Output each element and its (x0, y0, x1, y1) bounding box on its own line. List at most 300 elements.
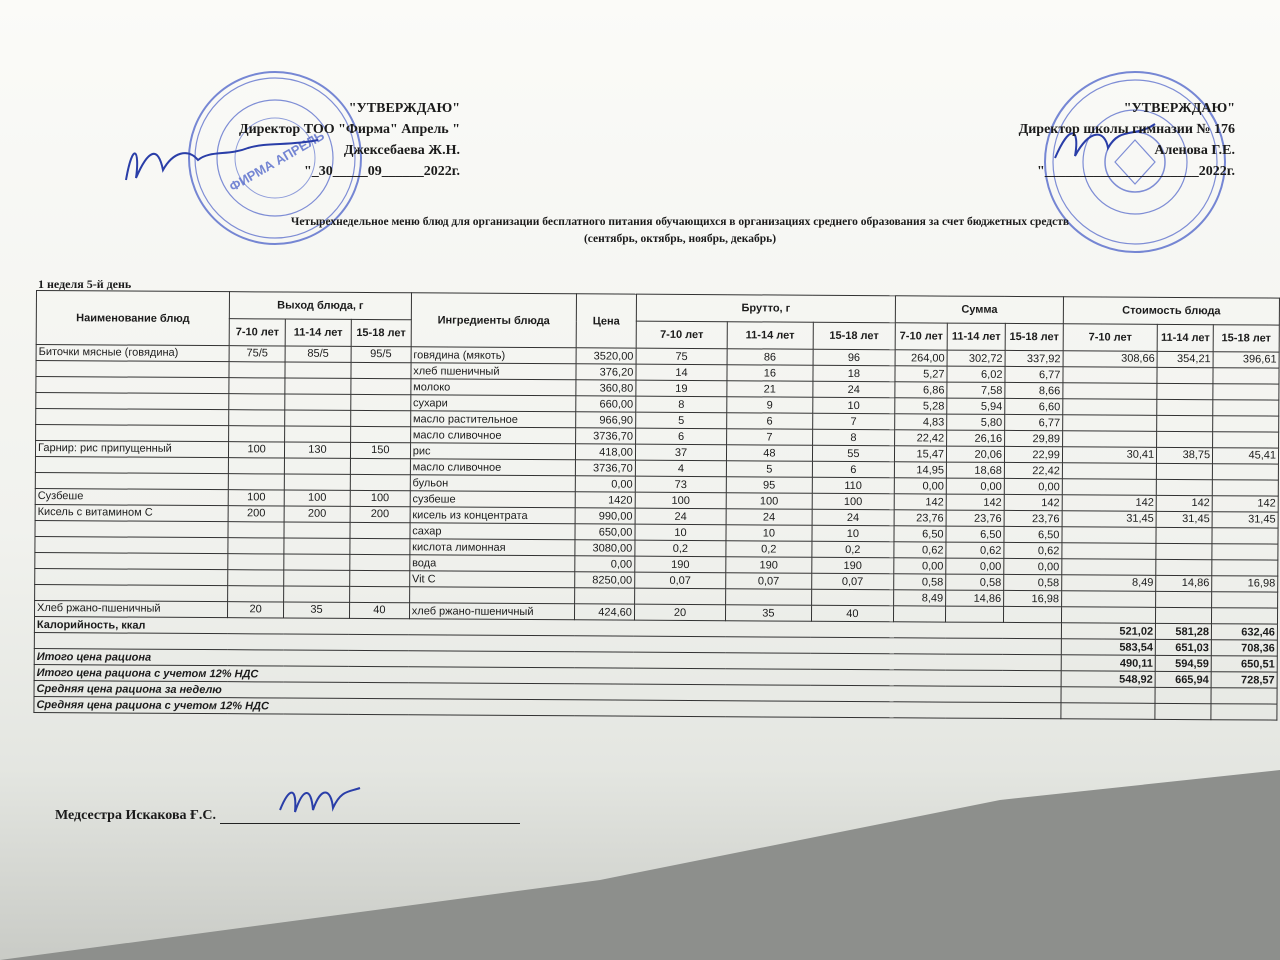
summary-label: Итого цена рациона с учетом 12% НДС (34, 664, 1061, 686)
header-age: 11-14 лет (947, 323, 1005, 350)
svg-text:ФИРМА АПРЕЛЬ: ФИРМА АПРЕЛЬ (226, 127, 327, 195)
cell-c3: 16,98 (1212, 576, 1278, 592)
cell-y2 (284, 538, 350, 554)
cell-s3: 29,89 (1005, 430, 1063, 446)
cell-y1 (229, 410, 285, 426)
cell-c1: 308,66 (1063, 351, 1157, 368)
cell-b3: 0,07 (811, 573, 894, 590)
cell-y3 (350, 522, 410, 538)
cell-c1 (1062, 527, 1156, 544)
cell-s3: 0,58 (1004, 574, 1062, 590)
cell-dish (35, 552, 228, 569)
cell-s1: 6,86 (895, 382, 947, 398)
cell-b1: 5 (636, 412, 727, 429)
cell-c3 (1212, 592, 1278, 608)
cell-y2 (284, 554, 350, 570)
right-approval-label: "УТВЕРЖДАЮ" (1123, 101, 1235, 116)
cell-b3: 24 (812, 509, 895, 526)
header-age: 11-14 лет (727, 322, 813, 350)
cell-b1: 24 (635, 508, 726, 525)
cell-c3 (1212, 528, 1278, 544)
cell-s1 (894, 606, 946, 622)
header-ingredients: Ингредиенты блюда (411, 293, 577, 348)
cell-s3: 8,66 (1005, 382, 1063, 398)
cell-dish (36, 409, 229, 426)
cell-s2: 14,86 (946, 590, 1004, 606)
title-line-2: (сентябрь, октябрь, ноябрь, декабрь) (583, 233, 777, 245)
cell-c1 (1062, 431, 1156, 448)
cell-s1: 23,76 (894, 510, 946, 526)
cell-y1: 20 (228, 602, 284, 618)
cell-c2: 14,86 (1156, 575, 1212, 591)
cell-price: 3736,70 (575, 460, 635, 476)
cell-b3 (811, 589, 894, 606)
summary-value (1061, 687, 1155, 704)
cell-dish (35, 520, 228, 537)
cell-y1 (228, 538, 284, 554)
summary-value: 521,02 (1061, 623, 1155, 640)
cell-c2 (1157, 399, 1213, 415)
cell-c1: 142 (1062, 495, 1156, 512)
cell-b2: 9 (727, 397, 813, 414)
cell-price: 376,20 (576, 364, 636, 380)
cell-c1 (1063, 383, 1157, 400)
summary-value (1211, 704, 1277, 720)
cell-ing: хлеб ржано-пшеничный (409, 603, 574, 620)
week-day-label: 1 неделя 5-й день (38, 277, 132, 291)
cell-s1: 14,95 (894, 462, 946, 478)
cell-y1 (228, 554, 284, 570)
cell-y3 (350, 570, 410, 586)
cell-b3: 110 (812, 477, 895, 494)
cell-c2 (1156, 591, 1212, 607)
cell-c3: 31,45 (1212, 512, 1278, 528)
cell-c1 (1062, 479, 1156, 496)
cell-dish (36, 393, 229, 410)
cell-b2: 5 (726, 461, 812, 478)
cell-y3 (350, 426, 410, 442)
cell-b2 (726, 589, 812, 606)
cell-s2: 0,00 (946, 558, 1004, 574)
cell-b1: 19 (636, 380, 727, 397)
cell-c3 (1212, 560, 1278, 576)
cell-s3: 22,42 (1004, 462, 1062, 478)
cell-c1 (1063, 399, 1157, 416)
cell-s1: 5,27 (895, 366, 947, 382)
cell-s3 (1003, 606, 1061, 622)
cell-b1: 0,2 (635, 540, 726, 557)
cell-y1 (229, 426, 285, 442)
cell-s2 (946, 606, 1004, 622)
cell-dish (36, 377, 229, 394)
cell-s3: 6,77 (1005, 414, 1063, 430)
cell-s2: 23,76 (946, 510, 1004, 526)
cell-y3: 200 (350, 506, 410, 522)
cell-b1: 14 (636, 364, 727, 381)
cell-s3: 337,92 (1005, 350, 1063, 366)
cell-dish (36, 425, 229, 442)
cell-ing: хлеб пшеничный (411, 363, 576, 380)
header-age: 15-18 лет (1005, 323, 1063, 350)
right-approval-position: Директор школы гимназии № 176 (1018, 122, 1235, 137)
cell-y3 (349, 586, 409, 602)
cell-price: 360,80 (576, 380, 636, 396)
cell-s1: 264,00 (895, 350, 947, 366)
cell-c3 (1213, 432, 1279, 448)
cell-b3: 55 (812, 445, 895, 462)
cell-y2 (284, 586, 350, 602)
cell-dish: Биточки мясные (говядина) (36, 345, 229, 362)
cell-dish: Кисель с витамином С (35, 504, 228, 521)
header-brutto: Брутто, г (636, 294, 895, 323)
cell-b1: 0,07 (635, 572, 726, 589)
cell-s2: 0,62 (946, 542, 1004, 558)
cell-c1: 30,41 (1062, 447, 1156, 464)
cell-b2: 0,07 (726, 573, 812, 590)
summary-value: 632,46 (1211, 624, 1277, 640)
cell-b1: 37 (635, 444, 726, 461)
summary-label: Средняя цена рациона с учетом 12% НДС (34, 696, 1061, 718)
header-age: 11-14 лет (1157, 324, 1213, 351)
summary-label: Калорийность, ккал (34, 616, 1061, 638)
cell-y2: 85/5 (285, 346, 351, 362)
cell-dish: Сузбеше (35, 488, 228, 505)
cell-b2: 86 (727, 349, 813, 366)
document-title (180, 214, 1180, 248)
cell-y3: 150 (350, 442, 410, 458)
cell-y1 (228, 586, 284, 602)
cell-s1: 4,83 (895, 414, 947, 430)
cell-c2 (1156, 527, 1212, 543)
cell-ing: рис (410, 443, 575, 460)
cell-ing: Vit C (409, 571, 574, 588)
header-yield: Выход блюда, г (230, 292, 412, 320)
cell-dish (36, 361, 229, 378)
cell-s1: 6,50 (894, 526, 946, 542)
cell-y2: 200 (284, 506, 350, 522)
cell-dish (35, 568, 228, 585)
cell-y1 (228, 570, 284, 586)
cell-b1 (634, 588, 725, 605)
cell-price: 660,00 (576, 396, 636, 412)
cell-b1: 4 (635, 460, 726, 477)
cell-price: 1420 (575, 492, 635, 508)
cell-c3 (1213, 400, 1279, 416)
cell-price: 3080,00 (575, 540, 635, 556)
cell-b2: 35 (726, 605, 812, 622)
cell-y1: 200 (228, 506, 284, 522)
cell-y2: 100 (284, 490, 350, 506)
cell-c2 (1156, 559, 1212, 575)
signature-line (220, 809, 520, 824)
summary-value (1211, 688, 1277, 704)
header-age: 7-10 лет (895, 323, 947, 350)
cell-c1 (1062, 591, 1156, 608)
cell-y2 (285, 394, 351, 410)
cell-b3: 96 (813, 349, 896, 366)
cell-s3: 6,50 (1004, 526, 1062, 542)
cell-c1 (1062, 543, 1156, 560)
cell-c2 (1157, 431, 1213, 447)
cell-b1: 75 (636, 348, 727, 365)
cell-s1: 0,00 (894, 478, 946, 494)
cell-y3: 100 (350, 490, 410, 506)
cell-s2: 26,16 (947, 430, 1005, 446)
cell-y3 (350, 458, 410, 474)
cell-b3: 24 (812, 381, 895, 398)
cell-y3 (351, 378, 411, 394)
cell-s1: 5,28 (895, 398, 947, 414)
cell-c2: 31,45 (1156, 511, 1212, 527)
cell-s2: 18,68 (946, 462, 1004, 478)
cell-y2: 130 (285, 442, 351, 458)
cell-ing: кисель из концентрата (410, 507, 575, 524)
cell-b3: 40 (811, 605, 894, 622)
cell-b2: 24 (726, 509, 812, 526)
cell-dish: Гарнир: рис припущенный (35, 441, 228, 458)
cell-s3: 6,60 (1005, 398, 1063, 414)
summary-value: 728,57 (1211, 672, 1277, 688)
cell-b3: 10 (812, 397, 895, 414)
cell-c3: 396,61 (1213, 352, 1279, 368)
summary-value: 490,11 (1061, 655, 1155, 672)
cell-y3 (351, 394, 411, 410)
summary-value: 548,92 (1061, 671, 1155, 688)
cell-y3: 95/5 (351, 346, 411, 362)
cell-c2 (1157, 415, 1213, 431)
cell-c2 (1157, 367, 1213, 383)
cell-ing: говядина (мякоть) (411, 347, 576, 364)
cell-b3: 8 (812, 429, 895, 446)
cell-b2: 6 (727, 413, 813, 430)
cell-price: 3520,00 (576, 348, 636, 364)
right-approval-block (960, 98, 1235, 182)
cell-dish: Хлеб ржано-пшеничный (35, 600, 228, 617)
header-age: 15-18 лет (1213, 325, 1279, 352)
cell-s3: 23,76 (1004, 510, 1062, 526)
cell-s1: 22,42 (895, 430, 947, 446)
cell-y1: 75/5 (229, 346, 285, 362)
cell-b2: 0,2 (726, 541, 812, 558)
cell-b3: 7 (812, 413, 895, 430)
cell-b3: 10 (812, 525, 895, 542)
cell-c3 (1212, 464, 1278, 480)
cell-b1: 73 (635, 476, 726, 493)
cell-c2 (1157, 383, 1213, 399)
header-age: 7-10 лет (229, 319, 285, 346)
cell-price (575, 588, 635, 604)
cell-s2: 0,00 (946, 478, 1004, 494)
cell-c2 (1157, 463, 1213, 479)
cell-c1: 8,49 (1062, 575, 1156, 592)
cell-s2: 6,50 (946, 526, 1004, 542)
cell-s2: 5,80 (947, 414, 1005, 430)
header-dish: Наименование блюд (36, 291, 230, 346)
cell-b1: 8 (636, 396, 727, 413)
cell-y2 (285, 362, 351, 378)
cell-c1 (1061, 607, 1155, 624)
summary-value: 665,94 (1155, 671, 1211, 687)
cell-b3: 0,2 (811, 541, 894, 558)
cell-y1 (229, 394, 285, 410)
cell-b2: 21 (727, 381, 813, 398)
menu-table (33, 290, 1280, 721)
cell-c3 (1213, 384, 1279, 400)
cell-ing: бульон (410, 475, 575, 492)
left-approval-label: "УТВЕРЖДАЮ" (348, 101, 460, 116)
cell-b3: 100 (812, 493, 895, 510)
cell-ing: молоко (411, 379, 576, 396)
cell-b1: 10 (635, 524, 726, 541)
cell-c1 (1062, 463, 1156, 480)
cell-dish (35, 584, 228, 601)
cell-y2: 35 (284, 602, 350, 618)
cell-s3: 0,62 (1004, 542, 1062, 558)
cell-b1: 190 (635, 556, 726, 573)
cell-ing: вода (410, 555, 575, 572)
cell-y2 (284, 458, 350, 474)
cell-y1 (229, 362, 285, 378)
cell-ing (409, 587, 574, 604)
summary-value: 651,03 (1155, 639, 1211, 655)
cell-price: 424,60 (575, 604, 635, 620)
cell-s1: 0,62 (894, 542, 946, 558)
header-cost: Стоимость блюда (1063, 297, 1279, 325)
cell-y3 (350, 538, 410, 554)
cell-ing: масло сливочное (410, 459, 575, 476)
cell-ing: сузбеше (410, 491, 575, 508)
cell-s3: 6,77 (1005, 366, 1063, 382)
header-age: 7-10 лет (636, 321, 727, 349)
cell-b1: 100 (635, 492, 726, 509)
summary-value: 581,28 (1156, 623, 1212, 639)
cell-s3: 142 (1004, 494, 1062, 510)
cell-c2 (1156, 543, 1212, 559)
cell-c2: 354,21 (1157, 351, 1213, 367)
cell-s2: 6,02 (947, 366, 1005, 382)
cell-y2 (284, 474, 350, 490)
summary-label: Итого цена рациона (34, 648, 1061, 670)
cell-y1 (228, 474, 284, 490)
cell-ing: сахар (410, 523, 575, 540)
cell-y1 (229, 458, 285, 474)
cell-c3 (1212, 544, 1278, 560)
cell-price: 966,90 (576, 412, 636, 428)
cell-b1: 20 (634, 604, 725, 621)
cell-b2: 95 (726, 477, 812, 494)
nurse-signature-line (55, 808, 520, 824)
cell-y2 (285, 378, 351, 394)
cell-price: 418,00 (576, 444, 636, 460)
cell-c1: 31,45 (1062, 511, 1156, 528)
cell-b1: 6 (635, 428, 726, 445)
cell-c3: 142 (1212, 496, 1278, 512)
cell-c3 (1212, 480, 1278, 496)
summary-value (1061, 703, 1155, 720)
cell-price: 0,00 (575, 556, 635, 572)
cell-dish (35, 472, 228, 489)
cell-y3 (350, 474, 410, 490)
right-approval-date: "______________________2022г. (1036, 164, 1235, 179)
cell-c2: 38,75 (1157, 447, 1213, 463)
cell-b3: 18 (813, 365, 896, 382)
cell-s1: 0,58 (894, 574, 946, 590)
cell-c2: 142 (1156, 495, 1212, 511)
cell-c3: 45,41 (1213, 448, 1279, 464)
cell-y2 (285, 410, 351, 426)
right-approval-name: Аленова Г.Е. (1154, 143, 1235, 158)
cell-y2 (285, 426, 351, 442)
header-age: 15-18 лет (813, 322, 896, 350)
cell-b2: 10 (726, 525, 812, 542)
cell-s2: 5,94 (947, 398, 1005, 414)
cell-s2: 20,06 (947, 446, 1005, 462)
cell-y1 (229, 378, 285, 394)
cell-b2: 16 (727, 365, 813, 382)
cell-ing: масло растительное (410, 411, 575, 428)
header-sum: Сумма (895, 296, 1063, 324)
cell-y2 (284, 522, 350, 538)
cell-ing: кислота лимонная (410, 539, 575, 556)
cell-c3 (1213, 368, 1279, 384)
cell-y3 (350, 554, 410, 570)
cell-b2: 7 (727, 429, 813, 446)
header-price: Цена (576, 294, 636, 348)
left-approval-position: Директор ТОО "Фирма" Апрель " (238, 122, 460, 137)
cell-price: 0,00 (575, 476, 635, 492)
cell-c2 (1156, 479, 1212, 495)
cell-c2 (1156, 607, 1212, 623)
cell-s3: 0,00 (1004, 478, 1062, 494)
title-line-1: Четырехнедельное меню блюд для организации бесплатного питания обучающихся в организациях среднего образования за счет бюджетных средств (290, 216, 1070, 228)
cell-b2: 190 (726, 557, 812, 574)
cell-s2: 142 (946, 494, 1004, 510)
summary-value: 594,59 (1155, 655, 1211, 671)
header-age: 11-14 лет (285, 319, 351, 346)
cell-price: 990,00 (575, 508, 635, 524)
cell-c1 (1063, 415, 1157, 432)
cell-y2 (284, 570, 350, 586)
cell-c3 (1212, 608, 1278, 624)
cell-y1 (228, 522, 284, 538)
cell-c1 (1062, 559, 1156, 576)
cell-s1: 0,00 (894, 558, 946, 574)
cell-y3 (351, 410, 411, 426)
nurse-name: Медсестра Искакова Ғ.С. (55, 808, 217, 823)
cell-s1: 15,47 (895, 446, 947, 462)
cell-b3: 6 (812, 461, 895, 478)
summary-value: 708,36 (1211, 640, 1277, 656)
cell-y3 (351, 362, 411, 378)
cell-b2: 48 (727, 445, 813, 462)
summary-label: Средняя цена рациона за неделю (34, 680, 1061, 702)
cell-ing: сухари (411, 395, 576, 412)
cell-s3: 16,98 (1004, 590, 1062, 606)
cell-c3 (1213, 416, 1279, 432)
left-approval-date: "_30_____09______2022г. (303, 164, 460, 179)
cell-price: 8250,00 (575, 572, 635, 588)
cell-price: 3736,70 (576, 428, 636, 444)
summary-value (1155, 687, 1211, 703)
cell-s3: 22,99 (1004, 446, 1062, 462)
summary-value: 583,54 (1061, 639, 1155, 656)
cell-b2: 100 (726, 493, 812, 510)
cell-y1: 100 (229, 442, 285, 458)
cell-c1 (1063, 367, 1157, 384)
cell-dish (35, 536, 228, 553)
cell-s1: 142 (894, 494, 946, 510)
cell-s2: 302,72 (947, 350, 1005, 366)
